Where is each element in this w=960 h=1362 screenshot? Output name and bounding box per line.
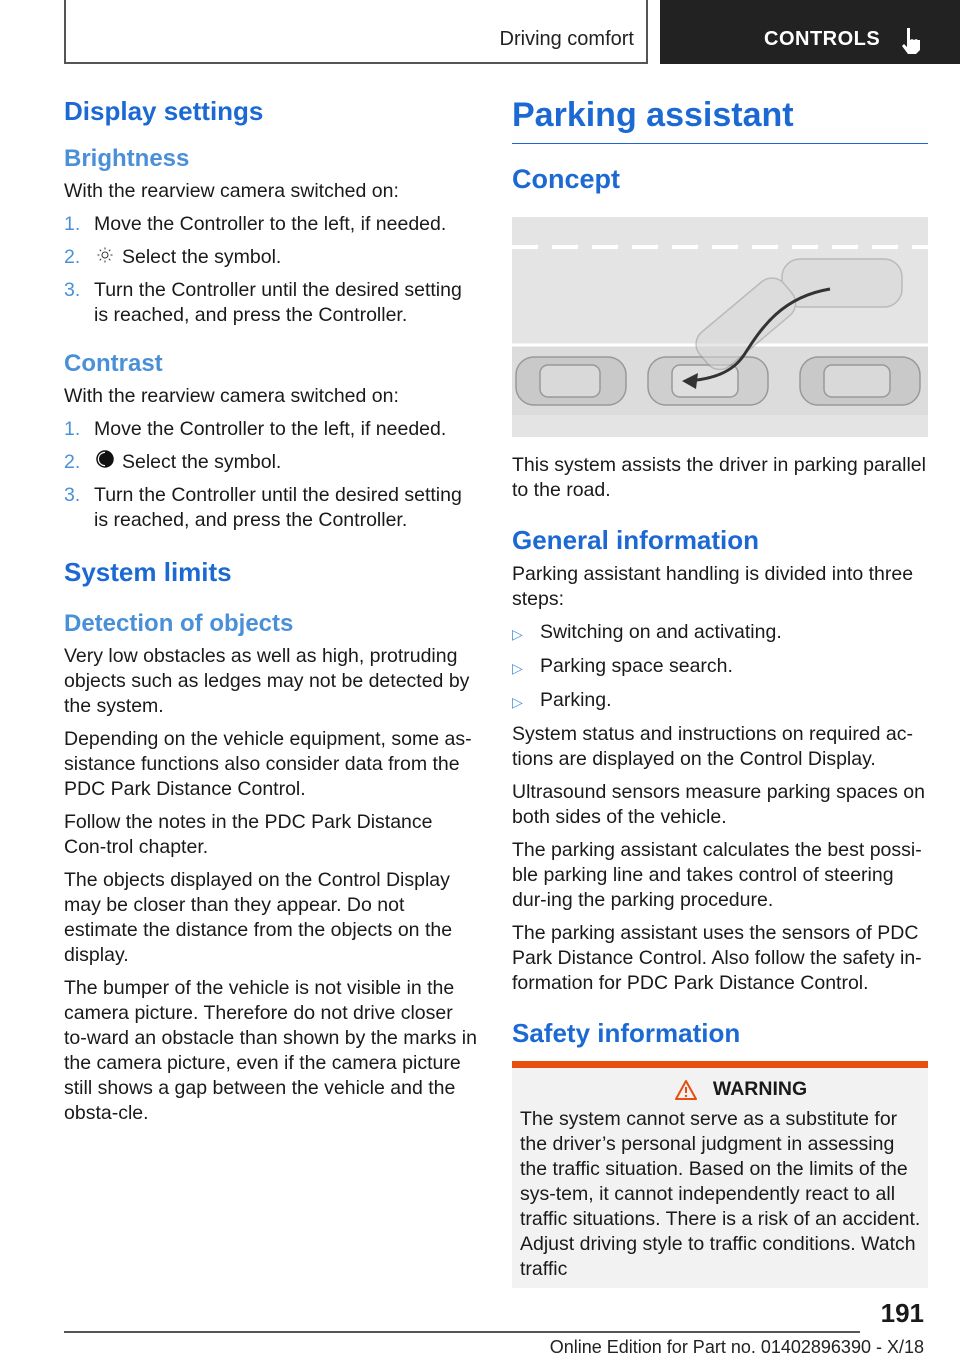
safety-heading: Safety information [512, 1018, 741, 1048]
footer-divider [64, 1331, 860, 1333]
warning-text: The system cannot serve as a substitute for the driver’s personal judgment in assessing the traffic situation. Based on the limits of the sys-tem, it cannot independently react to all traffic situations. There is a risk of an accident. Adjust driving style to traffic conditions. Watch traffic [520, 1108, 921, 1280]
triangle-bullet-icon: ▷ [512, 660, 523, 676]
left-column [64, 96, 480, 1134]
triangle-bullet-icon: ▷ [512, 626, 523, 642]
parking-illustration [512, 217, 928, 437]
paragraph: Follow the notes in the PDC Park Distance Con-trol chapter. [64, 811, 433, 858]
list-item-text: Parking. [540, 689, 612, 711]
warning-triangle-icon [675, 1080, 697, 1100]
paragraph: The parking assistant calculates the best possi-ble parking line and takes control of steering dur-ing the parking procedure. [512, 839, 922, 911]
paragraph: Ultrasound sensors measure parking spaces on both sides of the vehicle. [512, 781, 925, 828]
contrast-step [64, 417, 480, 442]
parked-car [516, 357, 626, 405]
contrast-intro: With the rearview camera switched on: [64, 385, 399, 407]
system-limits-heading: System limits [64, 557, 232, 587]
list-item [512, 654, 928, 681]
step-text: Select the symbol. [122, 246, 282, 268]
contrast-heading: Contrast [64, 350, 163, 377]
general-intro: Parking assistant handling is divided into three steps: [512, 563, 914, 610]
contrast-step [64, 483, 480, 533]
contrast-icon [94, 450, 116, 475]
contrast-step [64, 450, 480, 475]
page-number: 191 [880, 1298, 924, 1328]
warning-box [512, 1061, 928, 1288]
header-tab-label: CONTROLS [764, 28, 881, 50]
brightness-step [64, 278, 480, 328]
step-number: 2. [64, 246, 81, 268]
footer-edition: Online Edition for Part no. 01402896390 - X/18 [549, 1337, 924, 1357]
brightness-step [64, 212, 480, 237]
step-number: 1. [64, 213, 81, 235]
header-tab [660, 0, 960, 64]
step-text: Move the Controller to the left, if needed. [94, 418, 447, 440]
step-number: 1. [64, 418, 81, 440]
warning-label: WARNING [712, 1078, 808, 1100]
right-column [512, 96, 928, 1288]
step-text: Select the symbol. [122, 451, 282, 473]
step-number: 3. [64, 484, 81, 506]
warning-title [520, 1078, 922, 1101]
header-section-title: Driving comfort [499, 28, 634, 50]
sun-icon [94, 245, 116, 270]
paragraph: Very low obstacles as well as high, protruding objects such as ledges may not be detected by the system. [64, 645, 470, 717]
display-settings-heading: Display settings [64, 96, 264, 126]
brightness-heading: Brightness [64, 145, 190, 172]
concept-caption: This system assists the driver in parking parallel to the road. [512, 454, 926, 501]
parking-assistant-title: Parking assistant [512, 96, 928, 144]
parked-car [800, 357, 920, 405]
triangle-bullet-icon: ▷ [512, 694, 523, 710]
paragraph: System status and instructions on required ac-tions are displayed on the Control Display. [512, 723, 914, 770]
list-item [512, 688, 928, 715]
list-item-text: Parking space search. [540, 655, 733, 677]
paragraph: The bumper of the vehicle is not visible in the camera picture. Therefore do not drive closer to-ward an obstacle than shown by the marks in the camera picture, even if the camera picture still shows a gap between the vehicle and the obsta-cle. [64, 977, 477, 1124]
list-item [512, 620, 928, 647]
general-info-heading: General information [512, 525, 760, 555]
step-text: Turn the Controller until the desired setting is reached, and press the Controller. [94, 279, 462, 326]
header-box [64, 0, 648, 64]
brightness-intro: With the rearview camera switched on: [64, 180, 399, 202]
hand-pointer-icon [898, 26, 924, 61]
list-item-text: Switching on and activating. [540, 621, 782, 643]
step-number: 3. [64, 279, 81, 301]
step-number: 2. [64, 451, 81, 473]
paragraph: The objects displayed on the Control Display may be closer than they appear. Do not estimate the distance from the objects on the display. [64, 869, 453, 966]
step-text: Turn the Controller until the desired setting is reached, and press the Controller. [94, 484, 462, 531]
concept-heading: Concept [512, 164, 620, 194]
paragraph: The parking assistant uses the sensors of PDC Park Distance Control. Also follow the safety in-formation for PDC Park Distance Control. [512, 922, 922, 994]
detection-heading: Detection of objects [64, 610, 294, 637]
step-text: Move the Controller to the left, if needed. [94, 213, 447, 235]
brightness-step [64, 245, 480, 270]
paragraph: Depending on the vehicle equipment, some as-sistance functions also consider data from the PDC Park Distance Control. [64, 728, 472, 800]
